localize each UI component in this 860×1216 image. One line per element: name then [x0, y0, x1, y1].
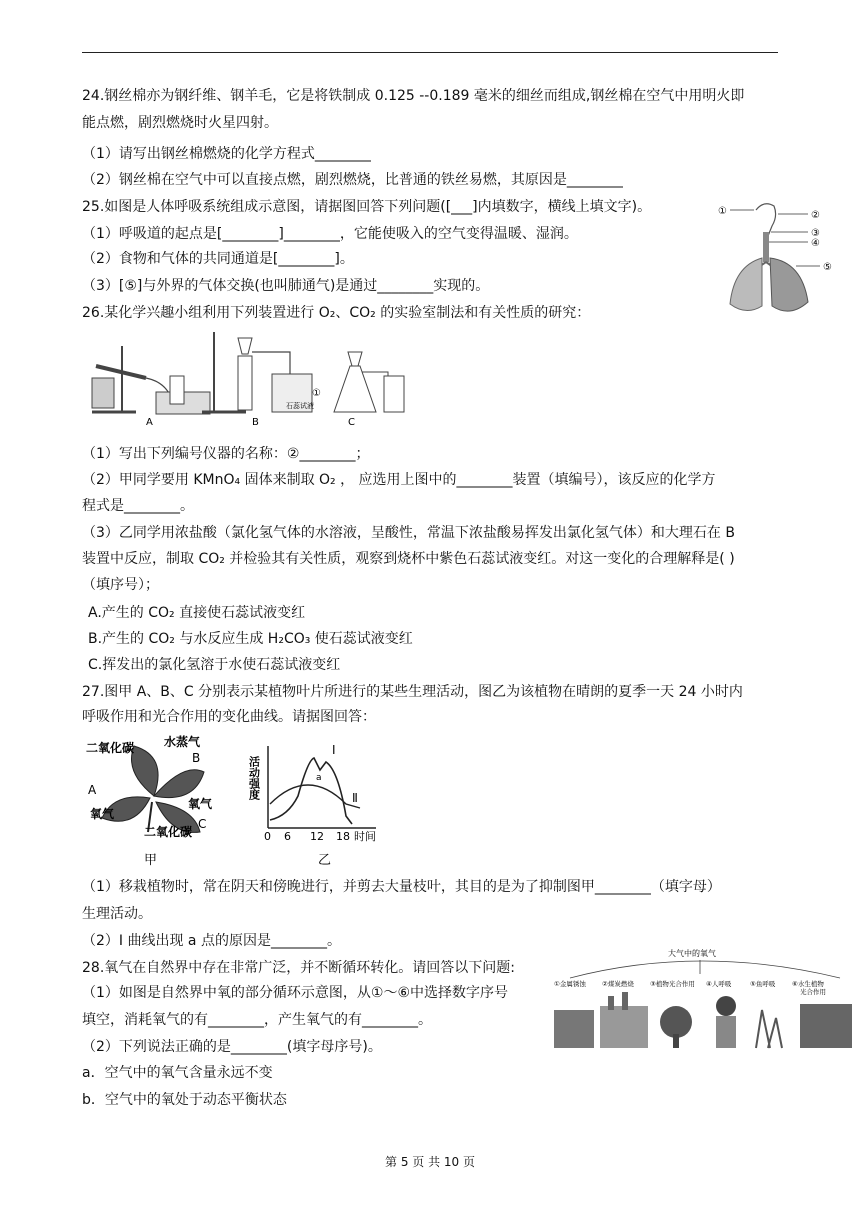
q26-sub-3b: 装置中反应，制取 CO₂ 并检验其有关性质，观察到烧杯中紫色石蕊试液变红。对这一变化的合理解释是( ) — [82, 551, 735, 567]
q28-sub-2: （2）下列说法正确的是________(填字母序号)。 — [82, 1039, 382, 1055]
q24-sub-1: （1）请写出钢丝棉燃烧的化学方程式________ — [82, 146, 371, 162]
q24-sub-2: （2）钢丝棉在空气中可以直接点燃，剧烈燃烧，比普通的铁丝易燃，其原因是________ — [82, 172, 623, 188]
q28-stem: 28.氧气在自然界中存在非常广泛，并不断循环转化。请回答以下问题: — [82, 960, 515, 976]
graph-ylabel: 活动强度 — [248, 756, 261, 800]
cycle-item-4: ④人呼吸 — [706, 980, 732, 988]
cycle-item-6b: 光合作用 — [800, 988, 826, 996]
page-footer: 第 5 页 共 10 页 — [385, 1155, 475, 1169]
q26-option-a: A.产生的 CO₂ 直接使石蕊试液变红 — [88, 605, 306, 621]
fig-label-5: ⑤ — [823, 262, 832, 273]
q24-stem-2: 能点燃，剧烈燃烧时火星四射。 — [82, 115, 278, 131]
q26-sub-3c: （填序号）； — [82, 577, 159, 593]
cycle-title: 大气中的氧气 — [668, 949, 716, 958]
apparatus-label-reagent: 石蕊试液 — [286, 402, 314, 410]
header-rule — [82, 52, 778, 53]
q26-sub-2a: （2）甲同学要用 KMnO₄ 固体来制取 O₂ ， 应选用上图中的________装置（填编号），该反应的化学方 — [82, 472, 716, 488]
cycle-item-6: ⑥水生植物 — [792, 980, 824, 988]
respiratory-system-figure — [716, 196, 846, 322]
graph-point-a: a — [316, 773, 322, 783]
q26-stem: 26.某化学兴趣小组利用下列装置进行 O₂、CO₂ 的实验室制法和有关性质的研究： — [82, 305, 591, 321]
graph-xlabel: 时间 — [354, 830, 376, 843]
q25-sub-3: （3）[⑤]与外界的气体交换(也叫肺通气)是通过________实现的。 — [82, 278, 490, 294]
cycle-item-2: ②煤炭燃烧 — [602, 980, 634, 988]
q26-option-c: C.挥发出的氯化氢溶于水使石蕊试液变红 — [88, 657, 341, 673]
q27-stem-2: 呼吸作用和光合作用的变化曲线。请据图回答： — [82, 709, 376, 725]
graph-caption: 乙 — [318, 853, 332, 868]
leaf-label-a: A — [88, 783, 97, 797]
cycle-item-3: ③植物光合作用 — [650, 980, 695, 988]
fig-label-1: ① — [718, 206, 727, 217]
fig-label-3: ③ — [811, 228, 820, 239]
q27-sub-1b: 生理活动。 — [82, 906, 152, 922]
lab-apparatus-figure — [86, 326, 422, 426]
q28-sub-1b: 填空，消耗氧气的有________，产生氧气的有________。 — [82, 1012, 432, 1028]
graph-tick-18: 18 — [336, 830, 350, 843]
q25-sub-2: （2）食物和气体的共同通道是[________]。 — [82, 251, 354, 267]
q28-sub-1a: （1）如图是自然界中氧的部分循环示意图，从①～⑥中选择数字序号 — [82, 985, 509, 1001]
graph-tick-12: 12 — [310, 830, 324, 843]
q26-sub-3a: （3）乙同学用浓盐酸（氯化氢气体的水溶液，呈酸性，常温下浓盐酸易挥发出氯化氢气体）和大理石在 B — [82, 525, 735, 541]
leaf-label-vapor: 水蒸气 — [164, 735, 201, 749]
apparatus-label-c: C — [348, 417, 355, 426]
oxygen-cycle-figure — [550, 944, 856, 1054]
fig-label-4: ④ — [811, 238, 820, 249]
apparatus-label-b: B — [252, 417, 259, 426]
leaf-label-o2-right: 氧气 — [188, 797, 213, 811]
apparatus-label-a: A — [146, 417, 153, 426]
q26-sub-2b: 程式是________。 — [82, 498, 194, 514]
q26-sub-1: （1）写出下列编号仪器的名称：②________； — [82, 446, 370, 462]
q25-sub-1: （1）呼吸道的起点是[________]________，它能使吸入的空气变得温暖、湿润。 — [82, 226, 578, 242]
leaf-caption: 甲 — [144, 853, 158, 868]
leaf-label-co2-top: 二氧化碳 — [86, 741, 135, 755]
q28-option-a: a．空气中的氧气含量永远不变 — [82, 1065, 273, 1081]
graph-curve-2-label: Ⅱ — [352, 791, 358, 805]
apparatus-label-num: ① — [312, 388, 321, 399]
graph-tick-0: 0 — [264, 830, 271, 843]
cycle-item-5: ⑤鱼呼吸 — [750, 980, 776, 988]
activity-curve-graph — [248, 740, 398, 870]
q27-stem-1: 27.图甲 A、B、C 分别表示某植物叶片所进行的某些生理活动，图乙为该植物在晴朗的夏季一天 24 小时内 — [82, 684, 743, 700]
fig-label-2: ② — [811, 210, 820, 221]
q28-option-b: b．空气中的氧处于动态平衡状态 — [82, 1092, 287, 1108]
q27-sub-1a: （1）移栽植物时，常在阴天和傍晚进行，并剪去大量枝叶，其目的是为了抑制图甲________（填字母） — [82, 879, 721, 895]
leaf-label-b: B — [192, 751, 201, 765]
graph-tick-6: 6 — [284, 830, 291, 843]
leaf-label-o2-left: 氧气 — [90, 807, 115, 821]
graph-curve-1-label: Ⅰ — [332, 743, 336, 757]
cycle-item-1: ①金属锈蚀 — [554, 980, 586, 988]
q26-option-b: B.产生的 CO₂ 与水反应生成 H₂CO₃ 使石蕊试液变红 — [88, 631, 413, 647]
q25-stem: 25.如图是人体呼吸系统组成示意图，请据图回答下列问题([___]内填数字，横线上填文字)。 — [82, 199, 652, 215]
leaf-diagram — [84, 732, 234, 868]
leaf-label-co2-bottom: 二氧化碳 — [144, 825, 193, 839]
leaf-label-c: C — [198, 817, 207, 831]
q24-stem-1: 24.钢丝棉亦为钢纤维、钢羊毛，它是将铁制成 0.125 --0.189 毫米的细丝而组成,钢丝棉在空气中用明火即 — [82, 88, 745, 104]
q27-sub-2: （2）I 曲线出现 a 点的原因是________。 — [82, 933, 341, 949]
